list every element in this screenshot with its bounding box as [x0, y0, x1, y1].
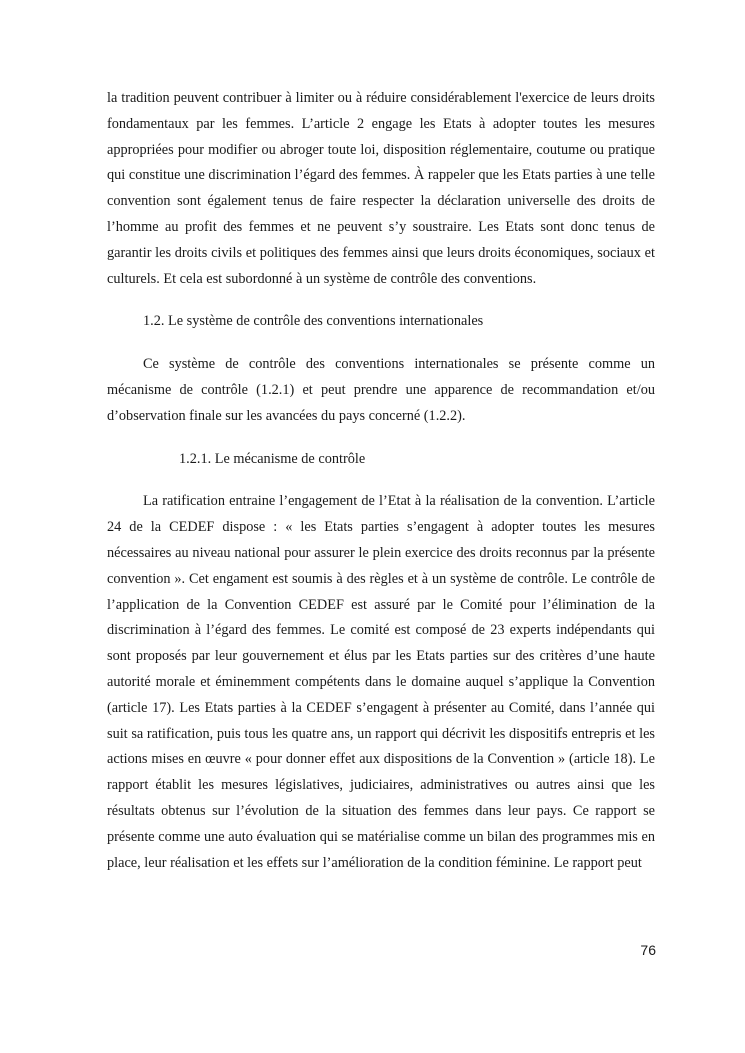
page-number: 76 [640, 942, 656, 958]
body-paragraph: Ce système de contrôle des conventions internationales se présente comme un mécanisme de contrôle (1.2.1) et peut prendre une apparence de recommandation et/ou d’observation finale sur les avancées du pays concerné (1.2.2). [107, 356, 655, 424]
body-paragraph: la tradition peuvent contribuer à limiter ou à réduire considérablement l'exercice de leurs droits fondamentaux par les femmes. L’article 2 engage les Etats à adopter toutes les mesures appropriées pour modifier ou abroger toute loi, disposition réglementaire, coutume ou pratique qui constitue une discrimination l’égard des femmes. À rappeler que les Etats parties à une telle convention sont également tenus de faire respecter la déclaration universelle des droits de l’homme au profit des femmes et ne peuvent s’y soustraire. Les Etats sont donc tenus de garantir les droits civils et politiques des femmes ainsi que leurs droits économiques, sociaux et culturels. Et cela est subordonné à un système de contrôle des conventions. [107, 90, 655, 287]
section-heading-1-2: 1.2. Le système de contrôle des conventions internationales [143, 313, 484, 330]
document-page [107, 86, 655, 876]
subsection-heading-1-2-1: 1.2.1. Le mécanisme de contrôle [179, 450, 366, 467]
body-paragraph: La ratification entraine l’engagement de l’Etat à la réalisation de la convention. L’article 24 de la CEDEF dispose : « les Etats parties s’engagent à adopter toutes les mesures nécessaires au niveau national pour assurer le plein exercice des droits reconnus par la présente convention ». Cet engament est soumis à des règles et à un système de contrôle. Le contrôle de l’application de la Convention CEDEF est assuré par le Comité pour l’élimination de la discrimination à l’égard des femmes. Le comité est composé de 23 experts indépendants qui sont proposés par leur gouvernement et élus par les Etats parties sur des critères d’une haute autorité morale et éminemment compétents dans le domaine auquel s’applique la Convention (article 17). Les Etats parties à la CEDEF s’engagent à présenter au Comité, dans l’année qui suit sa ratification, puis tous les quatre ans, un rapport qui décrivit les dispositifs entrepris et les actions mises en œuvre « pour donner effet aux dispositions de la Convention » (article 18). Le rapport établit les mesures législatives, judiciaires, administratives ou autres ainsi que les résultats obtenus sur l’évolution de la situation des femmes dans leur pays. Ce rapport se présente comme une auto évaluation qui se matérialise comme un bilan des programmes mis en place, leur réalisation et les effets sur l’amélioration de la condition féminine. Le rapport peut [107, 493, 655, 871]
